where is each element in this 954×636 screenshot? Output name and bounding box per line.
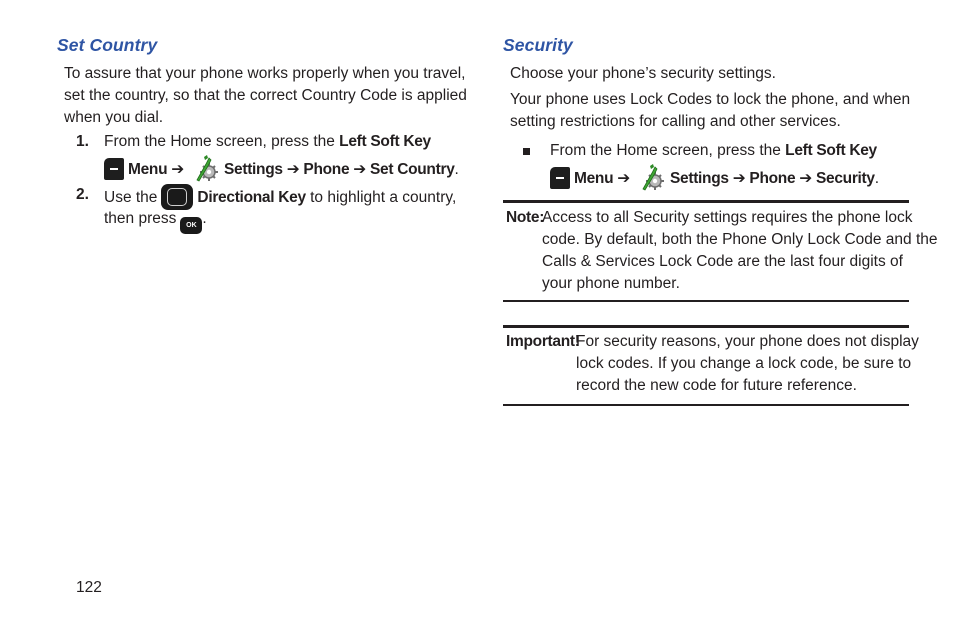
settings-icon xyxy=(640,164,666,199)
security-para-2-line-1: Your phone uses Lock Codes to lock the phone, and when xyxy=(510,91,911,108)
security-para-2-line-2: setting restrictions for calling and other services. xyxy=(510,113,841,130)
bullet-menu: Menu ➔ xyxy=(574,170,630,187)
step-2-end: . xyxy=(202,210,207,227)
step-2-use-the: Use the xyxy=(104,189,158,206)
step-2-number: 2. xyxy=(76,186,89,203)
bullet-path: Settings ➔ Phone ➔ Security xyxy=(669,170,875,187)
ok-key-icon: OK xyxy=(180,217,202,234)
bullet-left-soft-key: Left Soft Key xyxy=(785,142,877,159)
set-country-heading: Set Country xyxy=(57,35,158,55)
step-2-line-2 xyxy=(104,208,207,234)
step-1-line-1 xyxy=(104,131,431,153)
note-line-3: Calls & Services Lock Code are the last four digits of xyxy=(542,253,903,270)
step-2-directional-key: Directional Key xyxy=(197,189,306,206)
important-top-rule xyxy=(503,325,909,328)
step-1-end: . xyxy=(454,161,459,178)
bullet-line-2 xyxy=(550,164,879,199)
step-1-left-soft-key: Left Soft Key xyxy=(339,133,431,150)
security-para-1: Choose your phone’s security settings. xyxy=(510,65,776,82)
note-bottom-rule xyxy=(503,300,909,302)
note-line-4: your phone number. xyxy=(542,275,680,292)
step-1-number: 1. xyxy=(76,133,89,150)
important-bottom-rule xyxy=(503,404,909,406)
important-label: Important! xyxy=(506,333,580,350)
page-number: 122 xyxy=(76,579,102,596)
step-1-menu: Menu ➔ xyxy=(128,161,184,178)
step-1-text: From the Home screen, press the xyxy=(104,133,340,150)
bullet-text: From the Home screen, press the xyxy=(550,142,786,159)
square-bullet-icon xyxy=(523,148,530,155)
important-line-1: For security reasons, your phone does not display xyxy=(576,333,919,350)
intro-line-2: set the country, so that the correct Country Code is applied xyxy=(64,87,467,104)
intro-line-1: To assure that your phone works properly when you travel, xyxy=(64,65,466,82)
intro-line-3: when you dial. xyxy=(64,109,164,126)
security-heading: Security xyxy=(503,35,573,55)
step-2-then-press: then press xyxy=(104,210,177,227)
note-line-2: code. By default, both the Phone Only Lock Code and the xyxy=(542,231,938,248)
directional-key-icon xyxy=(161,184,193,210)
left-soft-key-icon xyxy=(104,158,124,180)
left-soft-key-icon xyxy=(550,167,570,189)
bullet-line-1 xyxy=(550,140,877,162)
step-2-after: to highlight a country, xyxy=(305,189,457,206)
note-label: Note: xyxy=(506,209,545,226)
bullet-end: . xyxy=(874,170,880,187)
note-top-rule xyxy=(503,200,909,203)
step-1-path: Settings ➔ Phone ➔ Set Country xyxy=(223,161,455,178)
important-line-3: record the new code for future reference. xyxy=(576,377,857,394)
step-2-line-1 xyxy=(104,184,456,210)
note-line-1: Access to all Security settings requires the phone lock xyxy=(542,209,913,226)
important-line-2: lock codes. If you change a lock code, be sure to xyxy=(576,355,912,372)
